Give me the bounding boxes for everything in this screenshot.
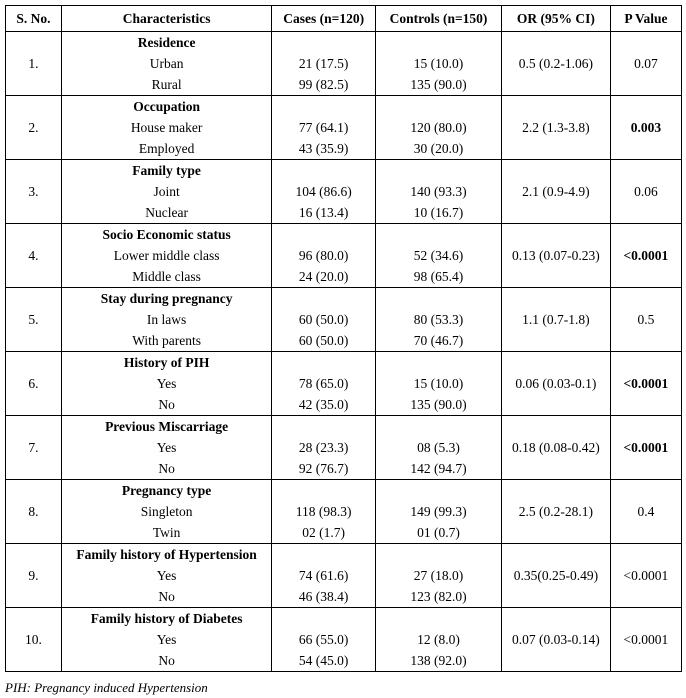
section-row xyxy=(6,96,682,160)
cases-value: 74 (61.6) xyxy=(298,568,349,583)
p-value: 0.5 xyxy=(637,311,655,327)
controls-value: 135 (90.0) xyxy=(410,397,467,412)
spacer xyxy=(376,32,501,53)
spacer xyxy=(272,32,375,53)
category-label: Family history of Hypertension xyxy=(76,547,257,562)
header-cell-sno: S. No. xyxy=(6,6,62,32)
sno-cell: 10. xyxy=(6,608,62,672)
item-label: Yes xyxy=(156,440,177,455)
cases-value: 66 (55.0) xyxy=(298,632,349,647)
controls-cell xyxy=(376,480,502,544)
cases-cell xyxy=(272,416,376,480)
controls-cell xyxy=(376,224,502,288)
spacer xyxy=(272,96,375,117)
spacer xyxy=(376,224,501,245)
controls-value: 142 (94.7) xyxy=(410,461,467,476)
cases-value: 16 (13.4) xyxy=(298,205,349,220)
p-cell xyxy=(610,288,681,352)
document-page xyxy=(5,5,682,696)
p-cell xyxy=(610,224,681,288)
characteristics-table xyxy=(5,5,682,672)
controls-cell xyxy=(376,288,502,352)
p-cell xyxy=(610,608,681,672)
characteristics-cell xyxy=(61,352,271,416)
spacer xyxy=(272,416,375,437)
header-cell-characteristics: Characteristics xyxy=(61,6,271,32)
controls-value: 15 (10.0) xyxy=(413,56,464,71)
category-label: Stay during pregnancy xyxy=(100,291,233,306)
header-cell-controls: Controls (n=150) xyxy=(376,6,502,32)
item-label: No xyxy=(158,397,175,412)
cases-value: 118 (98.3) xyxy=(295,504,352,519)
cases-cell xyxy=(272,32,376,96)
characteristics-cell xyxy=(61,480,271,544)
spacer xyxy=(272,224,375,245)
spacer xyxy=(272,608,375,629)
p-value: <0.0001 xyxy=(623,247,669,263)
cases-cell xyxy=(272,160,376,224)
or-cell xyxy=(502,480,611,544)
cases-cell xyxy=(272,352,376,416)
p-value: 0.4 xyxy=(637,503,655,519)
cases-value: 46 (38.4) xyxy=(298,589,349,604)
cases-value: 78 (65.0) xyxy=(298,376,349,391)
cases-cell xyxy=(272,480,376,544)
p-value: 0.003 xyxy=(630,119,662,135)
sno-cell: 7. xyxy=(6,416,62,480)
item-label: Rural xyxy=(151,77,182,92)
item-label: Yes xyxy=(156,376,177,391)
spacer xyxy=(376,288,501,309)
characteristics-cell xyxy=(61,288,271,352)
cases-value: 77 (64.1) xyxy=(298,120,349,135)
sno-cell: 2. xyxy=(6,96,62,160)
characteristics-cell xyxy=(61,544,271,608)
category-label: Previous Miscarriage xyxy=(105,419,229,434)
or-value: 0.35(0.25-0.49) xyxy=(513,567,599,583)
item-label: Nuclear xyxy=(145,205,188,220)
section-row xyxy=(6,608,682,672)
or-value: 0.5 (0.2-1.06) xyxy=(518,55,594,71)
cases-cell xyxy=(272,544,376,608)
cases-value: 24 (20.0) xyxy=(298,269,349,284)
sno-cell: 6. xyxy=(6,352,62,416)
or-value: 0.18 (0.08-0.42) xyxy=(512,439,600,455)
p-value: <0.0001 xyxy=(623,375,669,391)
spacer xyxy=(376,608,501,629)
cases-value: 99 (82.5) xyxy=(298,77,349,92)
item-label: No xyxy=(158,461,175,476)
controls-cell xyxy=(376,32,502,96)
cases-cell xyxy=(272,224,376,288)
controls-cell xyxy=(376,608,502,672)
spacer xyxy=(272,544,375,565)
cases-cell xyxy=(272,96,376,160)
p-cell xyxy=(610,96,681,160)
controls-value: 08 (5.3) xyxy=(417,440,460,455)
controls-value: 12 (8.0) xyxy=(417,632,460,647)
cases-value: 02 (1.7) xyxy=(302,525,346,540)
controls-value: 80 (53.3) xyxy=(413,312,464,327)
controls-value: 120 (80.0) xyxy=(410,120,467,135)
controls-value: 01 (0.7) xyxy=(417,525,460,540)
item-label: No xyxy=(158,589,175,604)
sno-cell: 3. xyxy=(6,160,62,224)
spacer xyxy=(376,416,501,437)
controls-cell xyxy=(376,160,502,224)
spacer xyxy=(272,480,375,501)
item-label: Yes xyxy=(156,568,177,583)
item-label: With parents xyxy=(132,333,202,348)
cases-value: 21 (17.5) xyxy=(298,56,349,71)
or-cell xyxy=(502,96,611,160)
p-value: <0.0001 xyxy=(623,631,669,647)
item-label: Lower middle class xyxy=(113,248,220,263)
sno-cell: 4. xyxy=(6,224,62,288)
p-cell xyxy=(610,416,681,480)
item-label: Joint xyxy=(153,184,180,199)
spacer xyxy=(376,544,501,565)
cases-value: 43 (35.9) xyxy=(298,141,349,156)
item-label: Singleton xyxy=(140,504,193,519)
p-cell xyxy=(610,480,681,544)
controls-value: 10 (16.7) xyxy=(413,205,464,220)
item-label: No xyxy=(158,653,175,668)
section-row xyxy=(6,160,682,224)
cases-value: 28 (23.3) xyxy=(298,440,349,455)
sno-cell: 1. xyxy=(6,32,62,96)
section-row xyxy=(6,480,682,544)
cases-value: 42 (35.0) xyxy=(298,397,349,412)
characteristics-cell xyxy=(61,32,271,96)
p-cell xyxy=(610,544,681,608)
characteristics-cell xyxy=(61,416,271,480)
or-value: 2.1 (0.9-4.9) xyxy=(522,183,590,199)
controls-value: 98 (65.4) xyxy=(413,269,464,284)
category-label: Pregnancy type xyxy=(121,483,212,498)
sno-cell: 9. xyxy=(6,544,62,608)
item-label: Urban xyxy=(149,56,184,71)
header-cell-or: OR (95% CI) xyxy=(502,6,611,32)
or-cell xyxy=(502,352,611,416)
controls-value: 140 (93.3) xyxy=(410,184,467,199)
sno-cell: 8. xyxy=(6,480,62,544)
or-cell xyxy=(502,288,611,352)
section-row xyxy=(6,352,682,416)
cases-value: 60 (50.0) xyxy=(298,312,349,327)
characteristics-cell xyxy=(61,160,271,224)
spacer xyxy=(376,160,501,181)
spacer xyxy=(272,160,375,181)
or-cell xyxy=(502,416,611,480)
controls-cell xyxy=(376,416,502,480)
section-row xyxy=(6,224,682,288)
item-label: House maker xyxy=(130,120,203,135)
controls-value: 135 (90.0) xyxy=(410,77,467,92)
or-value: 0.07 (0.03-0.14) xyxy=(512,631,600,647)
spacer xyxy=(272,352,375,373)
category-label: History of PIH xyxy=(123,355,210,370)
characteristics-cell xyxy=(61,608,271,672)
controls-value: 123 (82.0) xyxy=(410,589,467,604)
table-body xyxy=(6,32,682,672)
or-cell xyxy=(502,224,611,288)
cases-cell xyxy=(272,608,376,672)
header-row xyxy=(6,6,682,32)
p-cell xyxy=(610,160,681,224)
cases-value: 60 (50.0) xyxy=(298,333,349,348)
controls-cell xyxy=(376,96,502,160)
category-label: Socio Economic status xyxy=(102,227,231,242)
p-value: <0.0001 xyxy=(623,567,669,583)
item-label: In laws xyxy=(146,312,187,327)
section-row xyxy=(6,288,682,352)
or-cell xyxy=(502,160,611,224)
characteristics-cell xyxy=(61,96,271,160)
controls-value: 15 (10.0) xyxy=(413,376,464,391)
p-cell xyxy=(610,352,681,416)
spacer xyxy=(376,480,501,501)
section-row xyxy=(6,544,682,608)
cases-value: 54 (45.0) xyxy=(298,653,349,668)
controls-value: 70 (46.7) xyxy=(413,333,464,348)
or-cell xyxy=(502,608,611,672)
or-value: 2.5 (0.2-28.1) xyxy=(518,503,594,519)
header-cell-pvalue: P Value xyxy=(610,6,681,32)
spacer xyxy=(376,352,501,373)
cases-value: 96 (80.0) xyxy=(298,248,349,263)
category-label: Family history of Diabetes xyxy=(90,611,243,626)
controls-value: 27 (18.0) xyxy=(413,568,464,583)
section-row xyxy=(6,416,682,480)
controls-value: 138 (92.0) xyxy=(410,653,467,668)
or-cell xyxy=(502,544,611,608)
cases-value: 104 (86.6) xyxy=(295,184,352,199)
controls-value: 52 (34.6) xyxy=(413,248,464,263)
spacer xyxy=(272,288,375,309)
p-value: <0.0001 xyxy=(623,439,669,455)
or-cell xyxy=(502,32,611,96)
section-row xyxy=(6,32,682,96)
cases-cell xyxy=(272,288,376,352)
spacer xyxy=(376,96,501,117)
header-cell-cases: Cases (n=120) xyxy=(272,6,376,32)
characteristics-cell xyxy=(61,224,271,288)
item-label: Yes xyxy=(156,632,177,647)
or-value: 0.13 (0.07-0.23) xyxy=(512,247,600,263)
controls-value: 149 (99.3) xyxy=(410,504,467,519)
or-value: 0.06 (0.03-0.1) xyxy=(515,375,597,391)
controls-value: 30 (20.0) xyxy=(413,141,464,156)
cases-value: 92 (76.7) xyxy=(298,461,349,476)
controls-cell xyxy=(376,352,502,416)
p-cell xyxy=(610,32,681,96)
or-value: 2.2 (1.3-3.8) xyxy=(522,119,590,135)
p-value: 0.06 xyxy=(634,183,658,199)
or-value: 1.1 (0.7-1.8) xyxy=(522,311,590,327)
sno-cell: 5. xyxy=(6,288,62,352)
controls-cell xyxy=(376,544,502,608)
category-label: Family type xyxy=(132,163,201,178)
category-label: Residence xyxy=(137,35,196,50)
item-label: Middle class xyxy=(132,269,201,284)
p-value: 0.07 xyxy=(634,55,658,71)
item-label: Employed xyxy=(138,141,195,156)
category-label: Occupation xyxy=(133,99,200,114)
item-label: Twin xyxy=(152,525,181,540)
table-footnote: PIH: Pregnancy induced Hypertension xyxy=(5,680,208,695)
